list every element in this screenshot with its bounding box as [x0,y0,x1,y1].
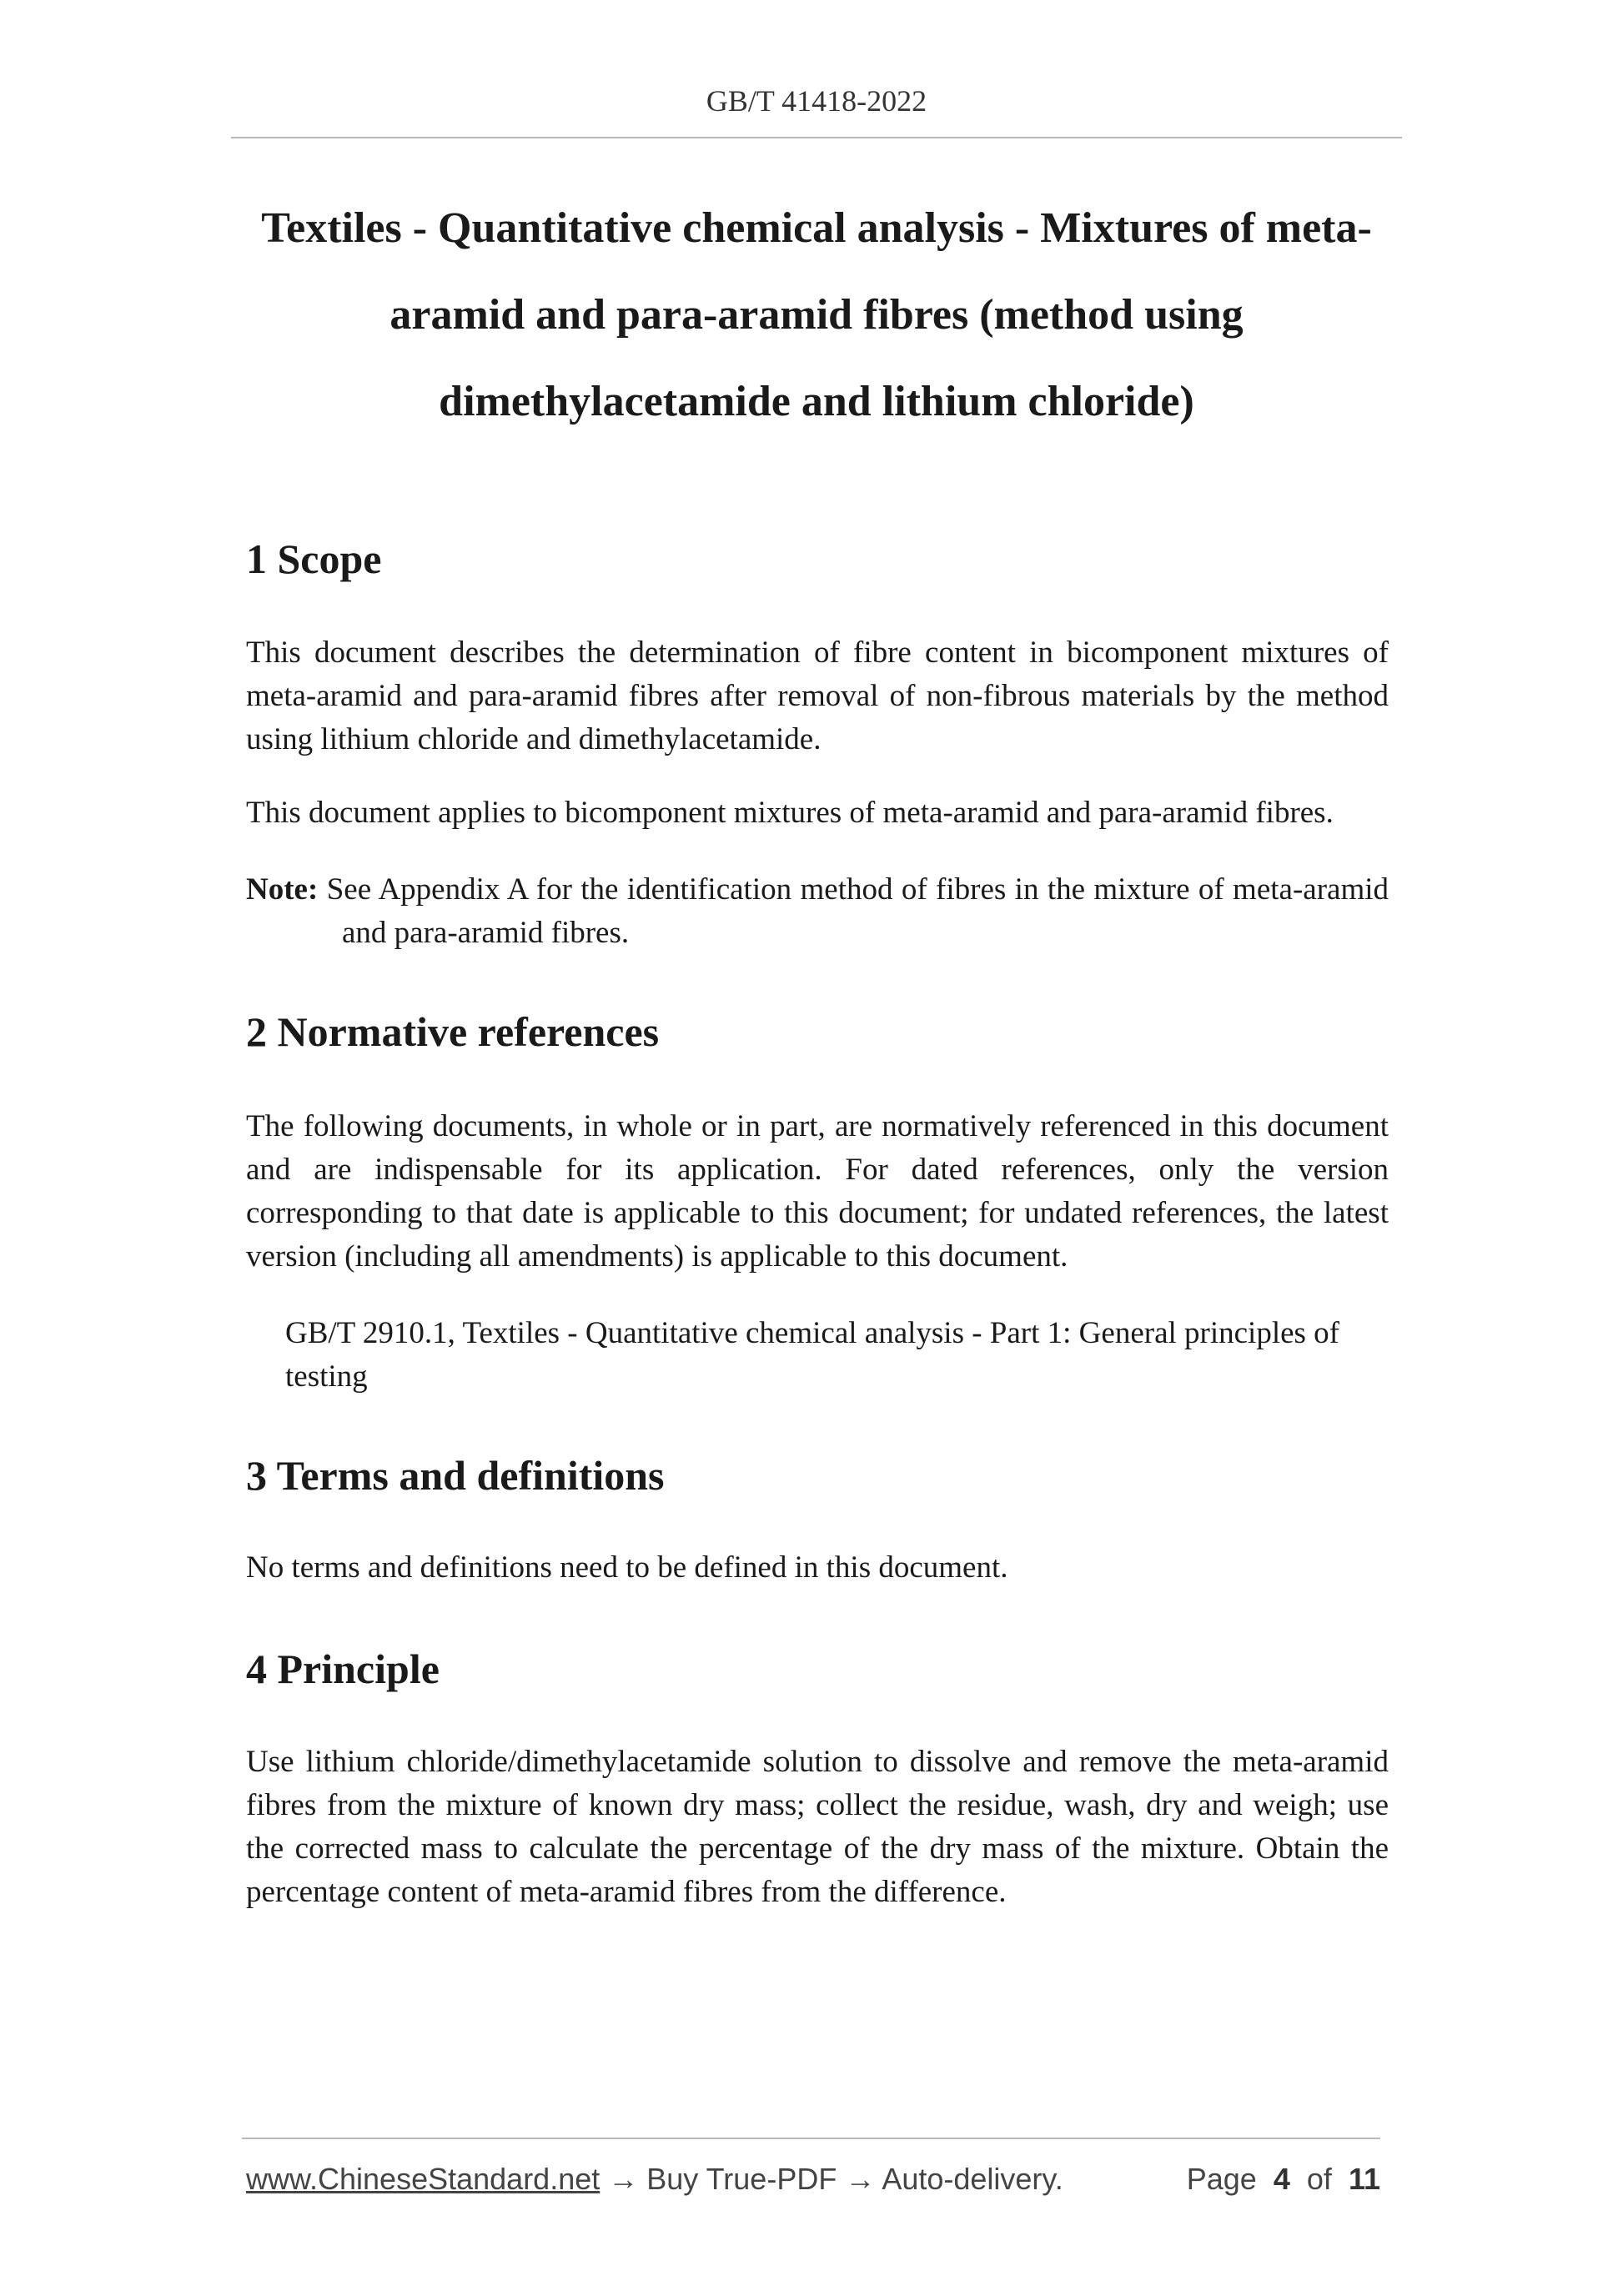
normative-paragraph: The following documents, in whole or in part, are normatively referenced in this document and are indispensable for its application. For dated references, only the version corresponding to that date is applicable to this document; for undated references, the latest version (including all amendments) is applicable to this document. [246,1109,1389,1274]
section-heading-normative-references: 2 Normative references [246,1008,660,1055]
page-of-word: of [1306,2162,1332,2196]
title-line-3: dimethylacetamide and lithium chloride) [439,378,1194,425]
footer-promo [246,2158,1063,2200]
principle-paragraph: Use lithium chloride/dimethylacetamide solution to dissolve and remove the meta-aramid fibres from the mixture of known dry mass; collect the residue, wash, dry and weigh; use the corrected mass to calculate the percentage of the dry mass of the mixture. Obtain the percentage content of meta-aramid fibres from the difference. [246,1745,1389,1909]
section-heading-scope: 1 Scope [246,535,382,582]
page-indicator [1187,2158,1380,2200]
scope-note [246,868,1389,955]
section-heading-terms: 3 Terms and definitions [246,1452,665,1499]
page-word: Page [1186,2162,1257,2196]
normative-reference-entry: GB/T 2910.1, Textiles - Quantitative chemical analysis - Part 1: General principles of testing [285,1316,1339,1394]
note-text: See Appendix A for the identification method of fibres in the mixture of meta-aramid and para-aramid fibres. [326,872,1389,950]
section-heading-principle: 4 Principle [246,1645,440,1692]
document-title [231,185,1402,445]
page-current: 4 [1273,2162,1290,2196]
header-divider [231,137,1402,138]
footer-divider [242,2138,1380,2139]
website-link[interactable]: www.ChineseStandard.net [246,2162,600,2196]
running-header: GB/T 41418-2022 [706,84,927,118]
title-line-2: aramid and para-aramid fibres (method using [389,291,1244,339]
terms-paragraph: No terms and definitions need to be defined in this document. [246,1550,1008,1585]
title-line-1: Textiles - Quantitative chemical analysis - Mixtures of meta- [261,204,1372,252]
note-label: Note: [246,872,319,907]
footer-tagline: → Buy True-PDF → Auto-delivery. [600,2162,1063,2196]
page-total: 11 [1348,2162,1380,2196]
scope-paragraph-1: This document describes the determination of fibre content in bicomponent mixtures of meta-aramid and para-aramid fibres after removal of non-fibrous materials by the method using lithium chloride and dimethylacetamide. [246,636,1389,756]
scope-paragraph-2: This document applies to bicomponent mixtures of meta-aramid and para-aramid fibres. [246,796,1334,830]
